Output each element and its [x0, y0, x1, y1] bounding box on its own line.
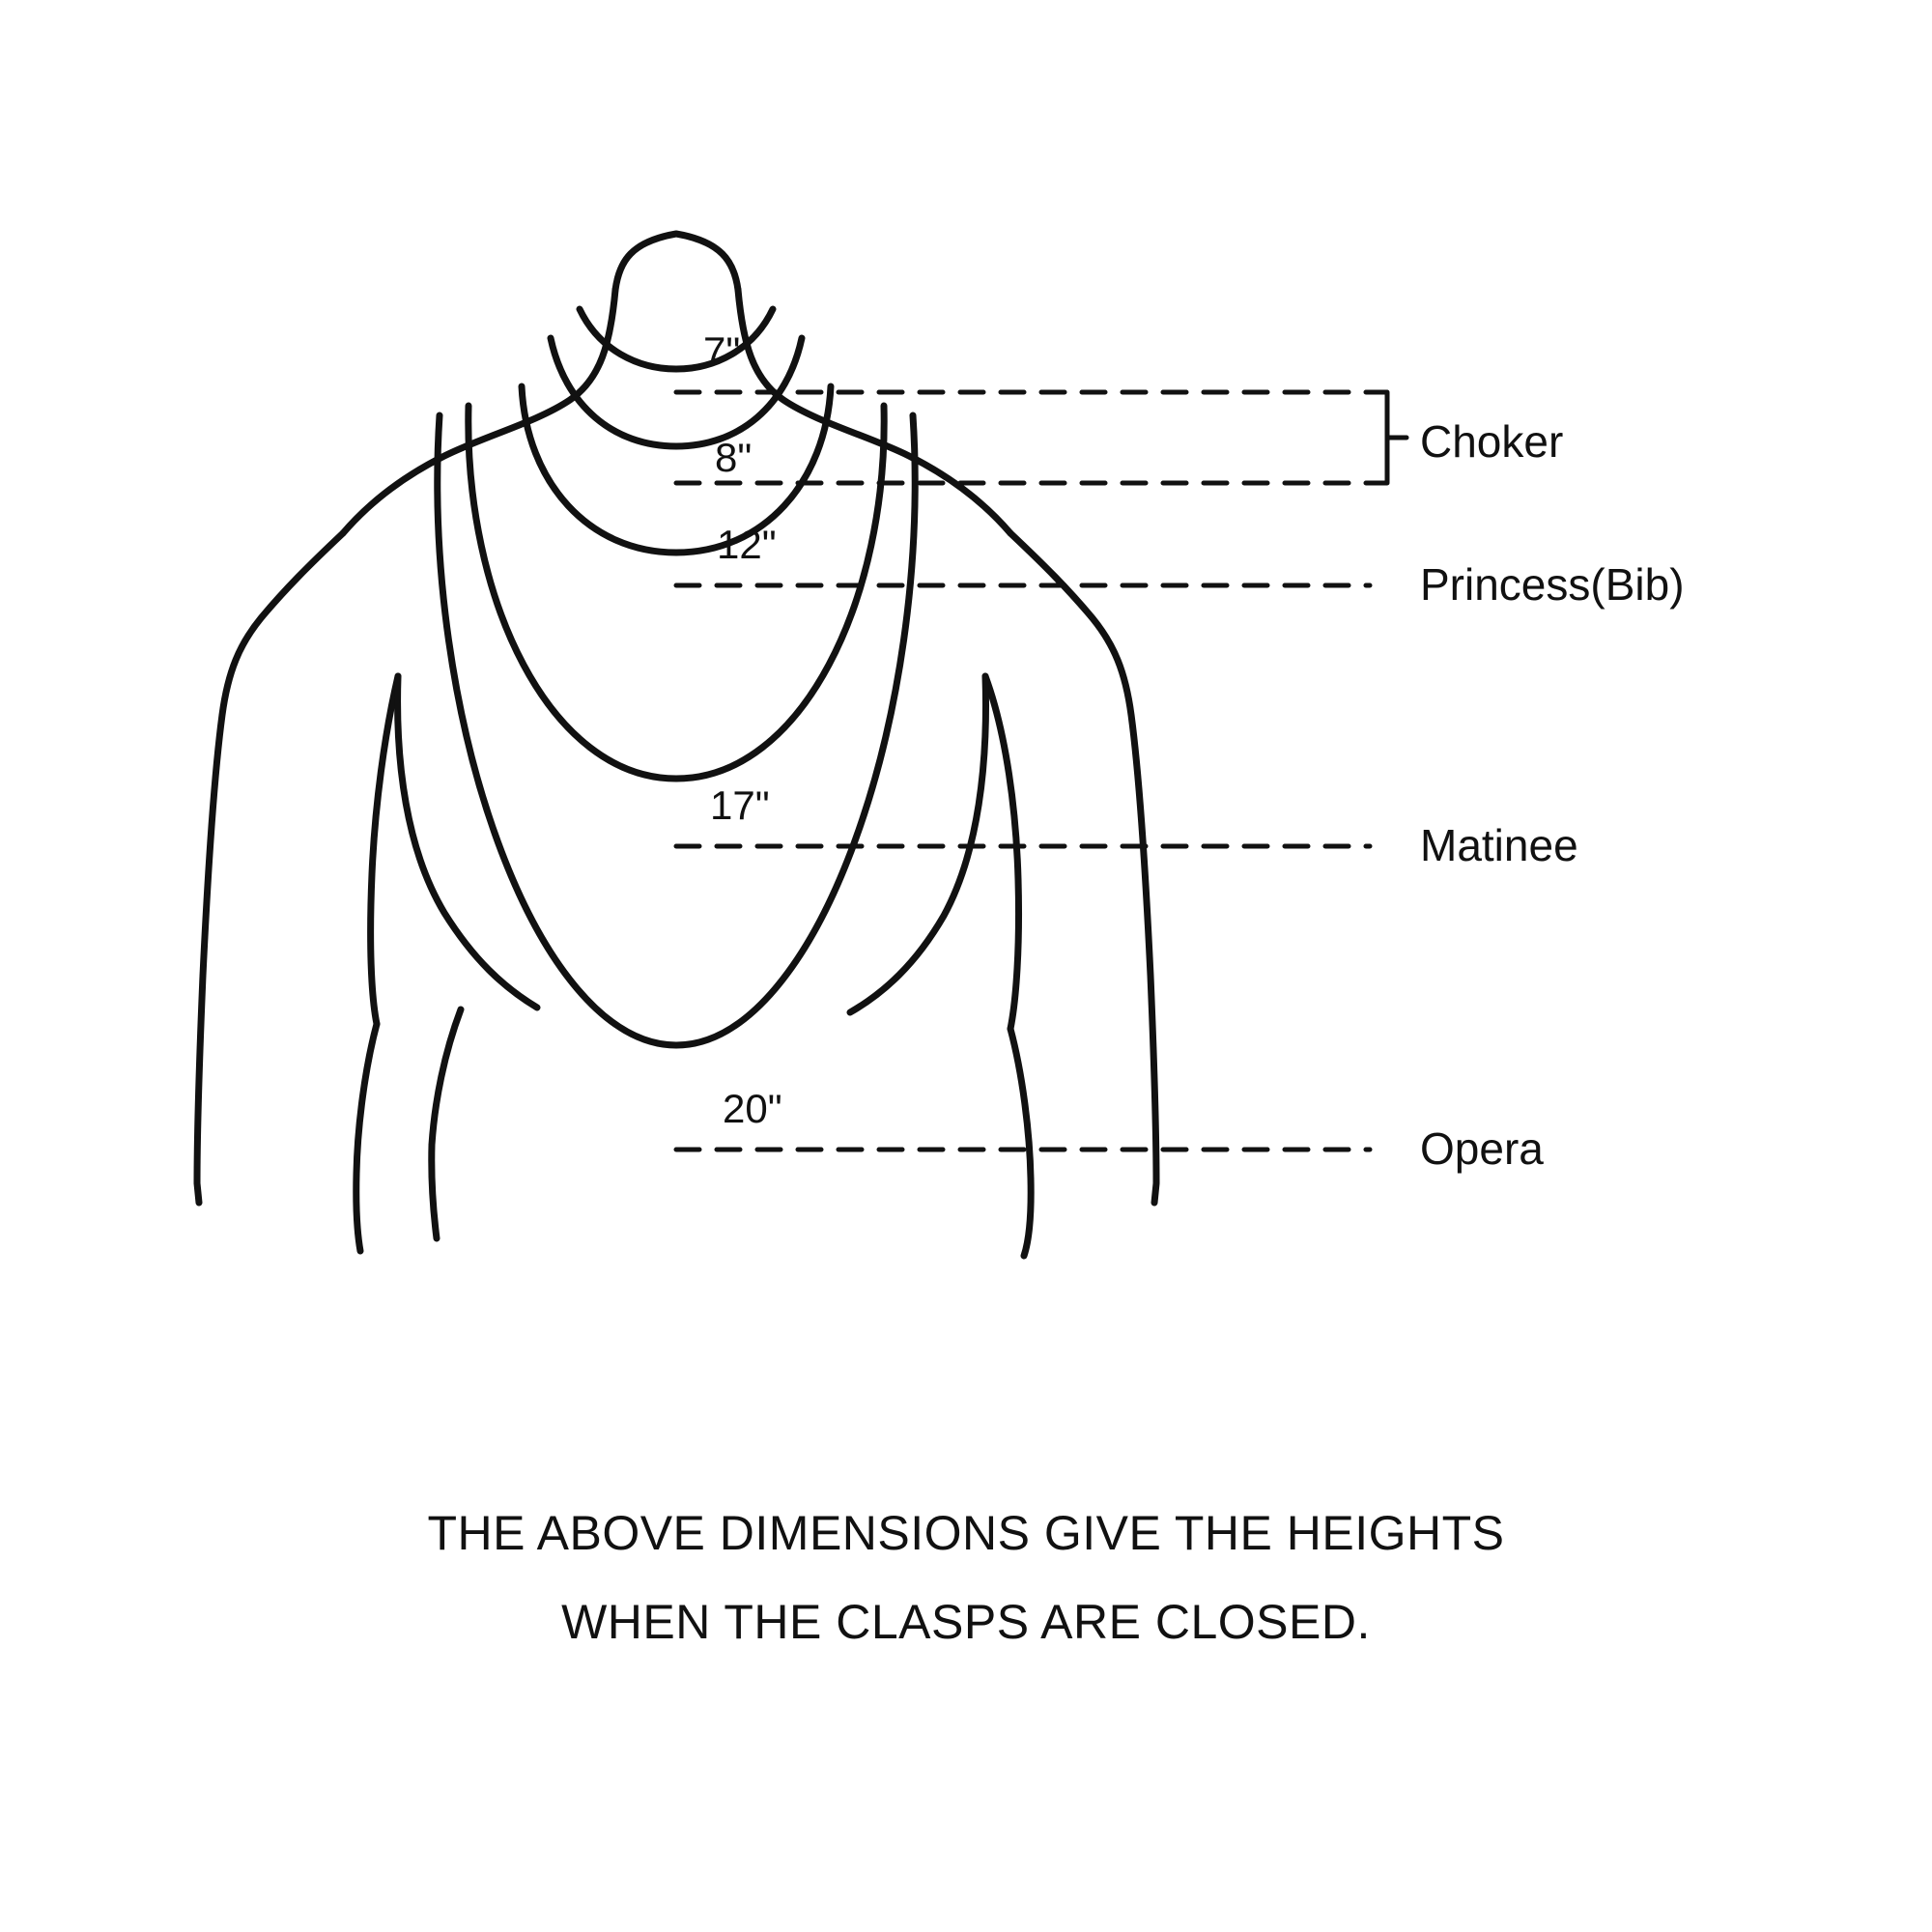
neck-right-outline	[738, 290, 1010, 533]
choker-bracket	[1370, 392, 1387, 483]
measure-label-opera-20: 20"	[723, 1086, 782, 1131]
caption-line-1: THE ABOVE DIMENSIONS GIVE THE HEIGHTS	[427, 1506, 1505, 1560]
measure-label-princess-12: 12"	[717, 522, 777, 567]
right-forearm-outline	[1010, 1029, 1031, 1256]
measure-label-choker-8: 8"	[715, 435, 753, 480]
measure-label-matinee-17: 17"	[710, 782, 770, 828]
category-label-opera: Opera	[1420, 1123, 1544, 1174]
right-arm-inner-outline	[985, 676, 1019, 1029]
necklace-princess-12	[522, 386, 831, 553]
left-shoulder-arm-outline	[197, 533, 343, 1203]
necklace-matinee-17	[469, 406, 884, 779]
neck-left-outline	[343, 290, 615, 533]
measure-label-choker-7: 7"	[703, 328, 741, 374]
necklace-opera-20	[438, 415, 915, 1045]
category-label-choker: Choker	[1420, 416, 1564, 467]
neck-top-outline	[615, 234, 738, 290]
right-shoulder-arm-outline	[1010, 533, 1156, 1203]
category-label-matinee: Matinee	[1420, 820, 1578, 870]
category-label-princess: Princess(Bib)	[1420, 559, 1685, 610]
caption-line-2: WHEN THE CLASPS ARE CLOSED.	[561, 1595, 1371, 1649]
left-torso-side-outline	[432, 1009, 461, 1238]
left-forearm-outline	[356, 1024, 377, 1251]
left-arm-inner-outline	[371, 676, 398, 1024]
